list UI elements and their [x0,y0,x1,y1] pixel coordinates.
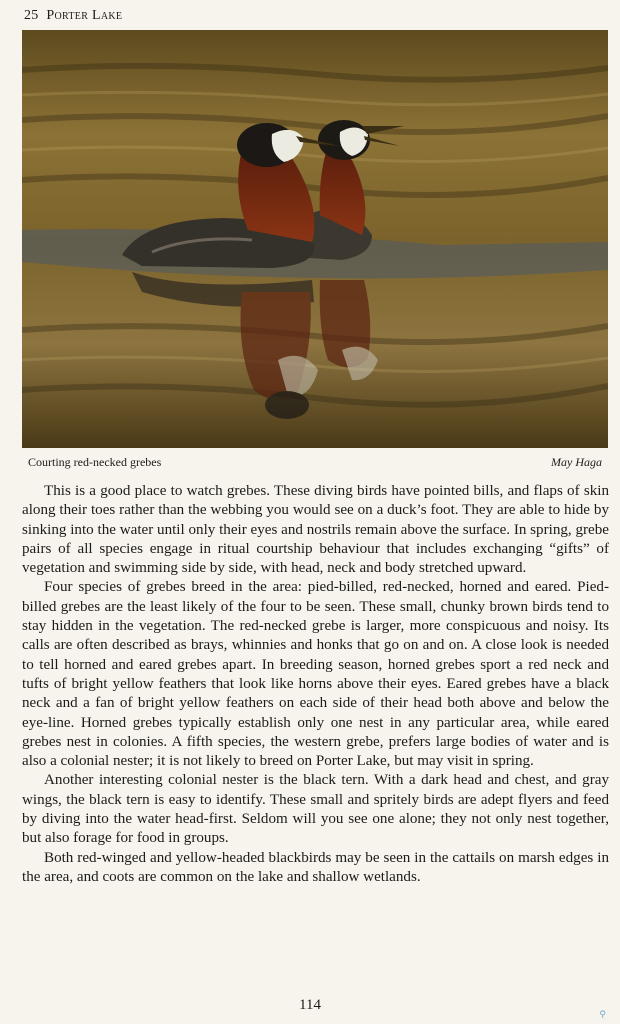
paragraph: Both red-winged and yellow-headed blackbirds may be seen in the cattails on marsh edges in the area, and coots are common on the lake and shallow wetlands. [22,849,609,885]
photo-illustration [22,30,608,448]
chapter-number: 25 [24,8,39,23]
paragraph: Another interesting colonial nester is the black tern. With a dark head and chest, and gray wings, the black tern is easy to identify. These small and spritely birds are adept flyers and feed by diving into the water head-first. Seldom will you see one alone; they not only nest together, but also forage for food in groups. [22,772,609,847]
page-number: 114 [299,997,321,1013]
running-header [24,8,122,24]
photo-credit: May Haga [551,455,602,469]
caption-text: Courting red-necked grebes [28,455,162,469]
photo-caption [28,455,602,470]
paragraph: Four species of grebes breed in the area: pied-billed, red-necked, horned and eared. Pied-billed grebes are the least likely of the four to be seen. These small, chunky brown birds tend to stay hidden in the vegetation. The red-necked grebe is larger, more conspicuous and noisy. Its calls are often described as brays, whinnies and honks that go on and on. A close look is needed to tell horned and eared grebes apart. In breeding season, horned grebes sport a red neck and tufts of bright yellow feathers that look like horns above their eyes. Eared grebes have a black neck and a fan of bright yellow feathers on each side of their head both above and below the eye-line. Horned grebes typically establish only one nest in any particular area, while eared grebes nest in colonies. A fifth species, the western grebe, prefers large bodies of water and is also a colonial nester; it is not likely to breed on Porter Lake, but may visit in spring. [22,579,609,770]
corner-mark-icon: ⚲ [599,1010,606,1020]
chapter-title: Porter Lake [46,8,123,23]
grebes-photo [22,30,608,448]
paragraph: This is a good place to watch grebes. These diving birds have pointed bills, and flaps of skin along their toes rather than the webbing you would see on a duck’s foot. They are able to hide by sinking into the water until only their eyes and nostrils remain above the surface. In spring, grebe pairs of all species engage in ritual courtship behaviour that includes exchanging “gifts” of vegetation and swimming side by side, with head, neck and body stretched upward. [22,483,609,577]
body-text [22,482,609,887]
